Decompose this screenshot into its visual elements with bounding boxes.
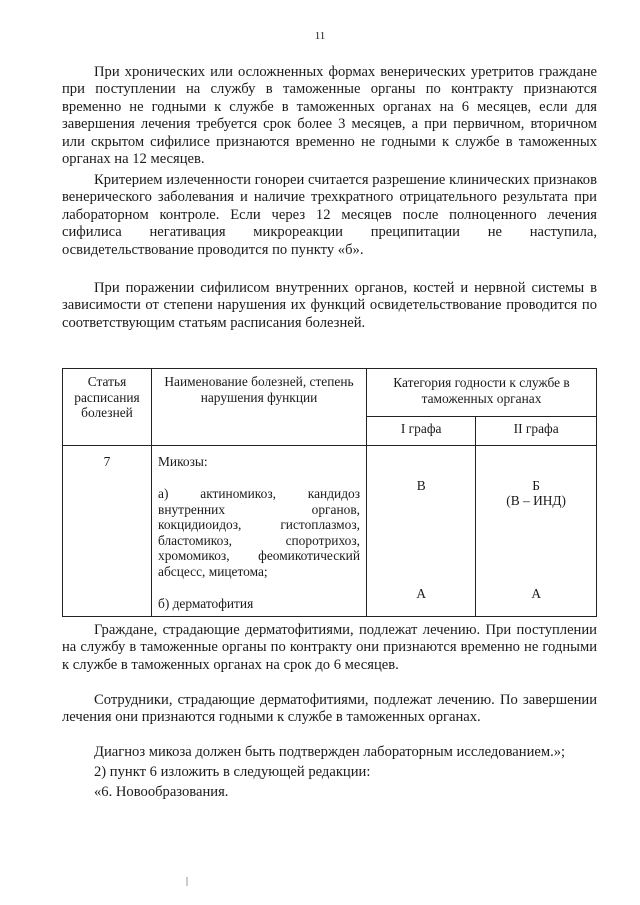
page-number: 11	[314, 30, 326, 42]
paragraph-cure-criteria: Критерием излеченности гонореи считается разрешение клинических признаков венерического заболевания и наличие трехкратного отрицательного результата при лабораторном контроле. Если через 12 месяцев после полноценного лечения сифилиса негативация микрореакции преципитации не наступила, освидетельствование проводится по пункту «б».	[62, 172, 597, 258]
paragraph-employees-dermatophytosis: Сотрудники, страдающие дерматофитиями, подлежат лечению. По завершении лечения они признаются годными к службе в таможенных органах.	[62, 692, 597, 726]
item-b-column-2: А	[531, 585, 541, 601]
header-disease-name: Наименование болезней, степень нарушения функции	[152, 369, 367, 446]
cell-disease-name	[152, 445, 367, 616]
cell-column-1	[367, 445, 476, 616]
paragraph-neoplasms: «6. Новообразования.	[94, 784, 229, 800]
paragraph-diagnosis: Диагноз микоза должен быть подтвержден лабораторным исследованием.»;	[94, 744, 566, 760]
scan-mark	[186, 877, 188, 886]
cell-column-2	[476, 445, 597, 616]
paragraph-syphilis-organs: При поражении сифилисом внутренних органов, костей и нервной системы в зависимости от степени нарушения их функций освидетельствование проводится по соответствующим статьям расписания болезней.	[62, 280, 597, 331]
paragraph-urethritis: При хронических или осложненных формах венерических уретритов граждане при поступлении на службу в таможенные органы по контракту признаются временно не годными к службе в таможенных органах на 6 месяцев, если для завершения лечения требуется срок более 3 месяцев, а при первичном, вторичном или скрытом сифилисе признаются временно не годными к службе в таможенных органах на 12 месяцев.	[62, 64, 597, 168]
paragraph-item-6: 2) пункт 6 изложить в следующей редакции:	[94, 764, 371, 780]
item-b-column-1: А	[416, 585, 426, 601]
header-column-1: I графа	[367, 417, 476, 446]
item-a-column-1: В	[416, 477, 426, 493]
table-header-row	[63, 369, 597, 417]
mycoses-heading: Микозы:	[158, 453, 208, 469]
item-b-text: б) дерматофития	[158, 596, 254, 611]
paragraph-citizens-dermatophytosis: Граждане, страдающие дерматофитиями, подлежат лечению. При поступлении на службу в таможенные органы по контракту они признаются временно не годными к службе в таможенных органах на срок до 6 месяцев.	[62, 622, 597, 673]
header-fitness-category: Категория годности к службе в таможенных органах	[367, 369, 597, 417]
table-row	[63, 445, 597, 616]
item-a-column-2-note: (В – ИНД)	[506, 493, 567, 508]
cell-article-number: 7	[63, 445, 152, 616]
item-a-column-2-category: Б	[532, 477, 540, 493]
header-column-2: II графа	[476, 417, 597, 446]
header-article: Статья расписания болезней	[63, 369, 152, 446]
disease-schedule-table	[62, 368, 597, 617]
item-a-text: а) актиномикоз, кандидоз внутренних органов, кокцидиоидоз, гистоплазмоз, бластомикоз, споротрихоз, хромомикоз, феомикотический абсцесс, мицетома;	[158, 486, 360, 579]
item-a-column-2	[476, 478, 596, 509]
